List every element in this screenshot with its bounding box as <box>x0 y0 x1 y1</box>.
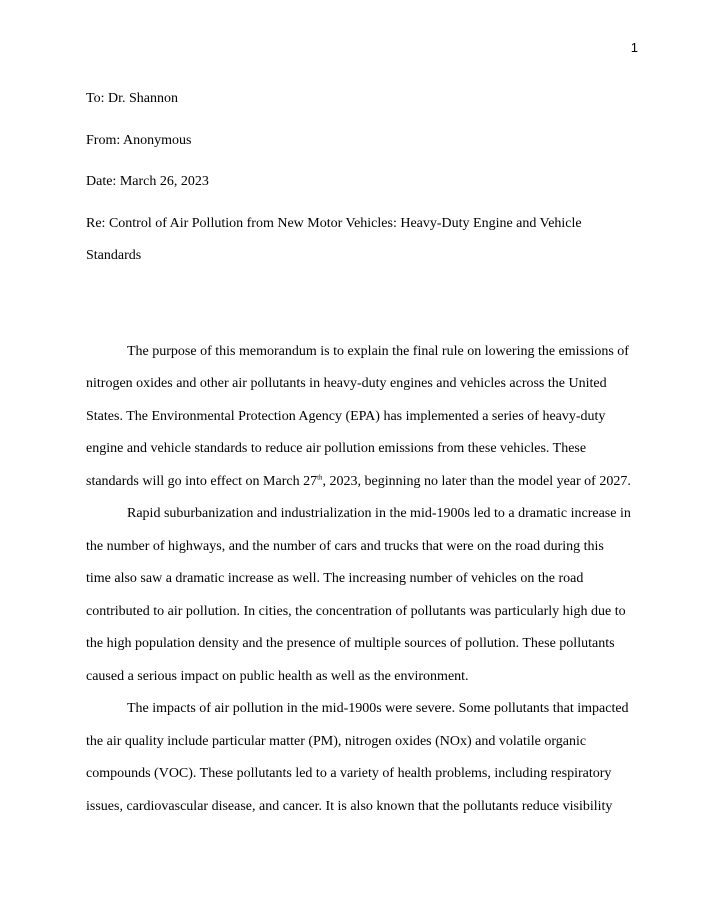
paragraph-purpose <box>86 336 638 499</box>
memo-to-line: To: Dr. Shannon <box>86 91 178 106</box>
paragraph-impacts <box>86 693 638 823</box>
paragraph-line: compounds (VOC). These pollutants led to a variety of health problems, including respiratory <box>86 766 612 781</box>
paragraph-line: time also saw a dramatic increase as well. The increasing number of vehicles on the road <box>86 571 584 586</box>
paragraph-line <box>86 466 638 499</box>
paragraph-line: issues, cardiovascular disease, and cancer. It is also known that the pollutants reduce visibility <box>86 798 613 814</box>
paragraph-line: the air quality include particular matter (PM), nitrogen oxides (NOx) and volatile organic <box>86 733 587 749</box>
memo-from-line: From: Anonymous <box>86 132 192 148</box>
memo-date-line: Date: March 26, 2023 <box>86 174 209 189</box>
paragraph-line: nitrogen oxides and other air pollutants in heavy-duty engines and vehicles across the United <box>86 376 607 391</box>
paragraph-line: engine and vehicle standards to reduce air pollution emissions from these vehicles. These <box>86 441 587 456</box>
memo-subject <box>86 208 638 273</box>
section-gap <box>86 273 638 336</box>
paragraph-line: contributed to air pollution. In cities, the concentration of pollutants was particularly high due to <box>86 603 626 619</box>
paragraph-line: caused a serious impact on public health as well as the environment. <box>86 668 469 684</box>
date-text-rest: , 2023, beginning no later than the model year of 2027. <box>322 473 631 489</box>
paragraph-suburbanization <box>86 498 638 693</box>
paragraph-line: The purpose of this memorandum is to explain the final rule on lowering the emissions of <box>127 343 629 359</box>
paragraph-line: Rapid suburbanization and industrialization in the mid-1900s led to a dramatic increase in <box>127 506 631 521</box>
date-text: standards will go into effect on March 27 <box>86 473 318 489</box>
ordinal-superscript: th <box>317 472 323 481</box>
page-number: 1 <box>630 40 638 55</box>
paragraph-line: States. The Environmental Protection Agency (EPA) has implemented a series of heavy-duty <box>86 408 606 424</box>
memo-body <box>86 83 638 823</box>
memo-subject-line-1: Re: Control of Air Pollution from New Motor Vehicles: Heavy-Duty Engine and Vehicle <box>86 215 582 231</box>
memo-subject-line-2: Standards <box>86 248 142 263</box>
paragraph-line: The impacts of air pollution in the mid-1900s were severe. Some pollutants that impacted <box>127 701 629 716</box>
paragraph-line: the high population density and the presence of multiple sources of pollution. These pollutants <box>86 636 615 651</box>
paragraph-line: the number of highways, and the number of cars and trucks that were on the road during this <box>86 538 604 554</box>
